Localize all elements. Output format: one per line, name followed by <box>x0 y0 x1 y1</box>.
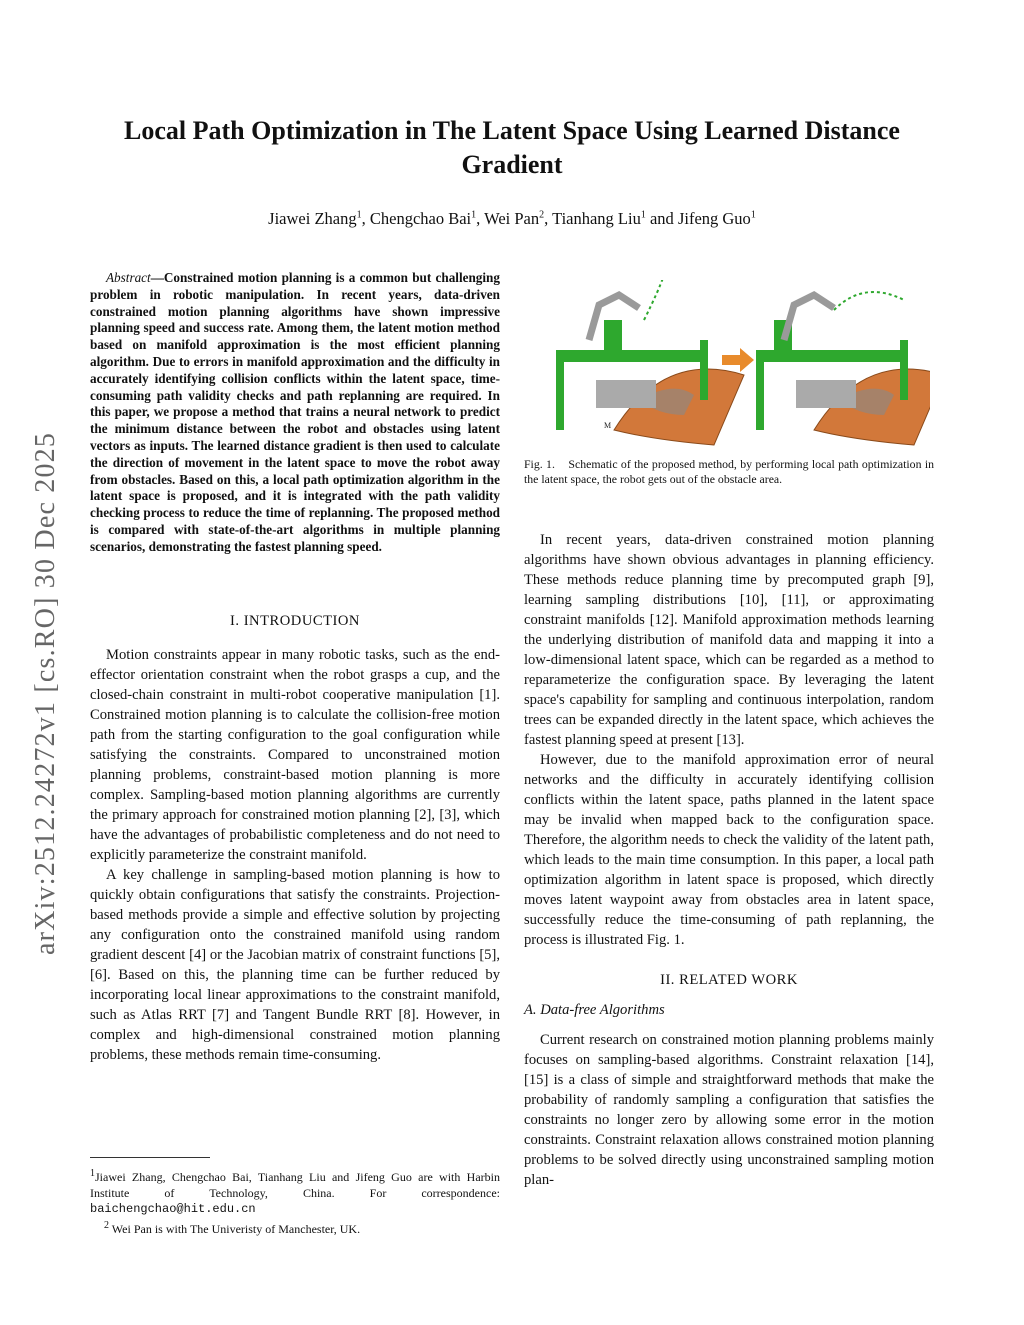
abstract: Abstract—Constrained motion planning is a common but challenging problem in robotic manipulation. In recent years, data-driven constrained motion planning algorithms have shown impressive planning speed and success rate. Among them, the latent motion method based on manifold approximation is the most efficient planning algorithm. Due to errors in manifold approximation and the difficulty in accurately identifying collision conflicts within the latent space, time-consuming path validity checks and path replanning are required. In this paper, we propose a method that trains a neural network to predict the minimum distance between the robot and obstacles using latent vectors as inputs. The learned distance gradient is then used to calculate the direction of movement in the latent space to move the robot away from obstacles. Based on this, a local path optimization algorithm in the latent space is proposed, and it is integrated with the path validity checking process to reduce the time of replanning. The proposed method is compared with state-of-the-art algorithms in multiple planning scenarios, demonstrating the fastest planning speed. <box>90 270 500 554</box>
right-scene <box>756 292 930 445</box>
table-leg <box>700 340 708 400</box>
introduction-section <box>90 611 500 1065</box>
subsection-heading-data-free: A. Data-free Algorithms <box>524 1002 665 1018</box>
table-leg <box>900 340 908 400</box>
abstract-text: Constrained motion planning is a common but challenging problem in robotic manipulation. In recent years, data-driven constrained motion planning algorithms have shown impressive planning speed and success rate. Among them, the latent motion method based on manifold approximation is the most efficient planning algorithm. Due to errors in manifold approximation and the difficulty in accurately identifying collision conflicts within the latent space, time-consuming path validity checks and path replanning are required. In this paper, we propose a method that trains a neural network to predict the minimum distance between the robot and obstacles using latent vectors as inputs. The learned distance gradient is then used to calculate the direction of movement in the latent space to move the robot away from obstacles. Based on this, a local path optimization algorithm in the latent space is proposed, and it is integrated with the path validity checking process to reduce the time of replanning. The proposed method is compared with state-of-the-art algorithms in multiple planning scenarios, demonstrating the fastest planning speed. <box>90 270 500 554</box>
table-leg <box>556 362 564 430</box>
right-column <box>524 530 934 1190</box>
section-heading-related-work: II. RELATED WORK <box>660 972 798 988</box>
footnote-2: Wei Pan is with The Univeristy of Manchester, UK. <box>111 1221 361 1236</box>
author-name: Jiawei Zhang <box>268 209 357 228</box>
footnote-1: Jiawei Zhang, Chengchao Bai, Tianhang Liu and Jifeng Guo are with Harbin Institute of Technology, China. For correspondence: <box>90 1170 500 1200</box>
optimized-path <box>834 292 904 310</box>
planned-path <box>644 280 664 320</box>
obstacle-box <box>604 320 622 352</box>
manifold-label: M <box>604 421 612 430</box>
section-heading-introduction: I. INTRODUCTION <box>230 613 360 629</box>
arxiv-identifier: arXiv:2512.24272v1 [cs.RO] 30 Dec 2025 <box>30 431 61 955</box>
author-name: Wei Pan <box>484 209 540 228</box>
author-name: Tianhang Liu <box>552 209 641 228</box>
footnotes: $^1$Jiawei Zhang, Chengchao Bai, Tianhang Liu and Jifeng Guo are with Harbin Institute of Technology, China. For correspondence: baichengchao@hit.edu.cn $^2$ Wei Pan is with The Univeristy of Manchester, UK. <box>90 1168 500 1236</box>
related-paragraph-1: Current research on constrained motion planning problems mainly focuses on sampling-based algorithms. Constraint relaxation [14], [15] is a class of simple and straightforward methods that make the probability of randomly sampling a configuration that satisfies the constraints no longer zero by allowing some error in the motion constraints. Constraint relaxation allows constrained motion planning problems to be solved directly using unconstrained sampling motion plan- <box>524 1032 934 1188</box>
right-paragraph-1: In recent years, data-driven constrained motion planning algorithms have shown obvious advantages in planning efficiency. These methods reduce planning time by precomputed graph [9], learning sampling distributions [10], [11], or approximating constraint manifolds [12]. Manifold approximation methods learning the underlying distribution of manifold data and mapping it into a low-dimensional latent space, which can be regarded as a method to reparameterize the configuration space. By leveraging the latent space's capability for sampling and continuous interpolation, random trees can be expanded directly in the latent space, which achieves the fastest planning speed at present [13]. <box>524 532 934 748</box>
figure-caption <box>524 457 934 487</box>
base-block <box>796 380 856 408</box>
intro-paragraph-2: A key challenge in sampling-based motion planning is how to quickly obtain configurations that satisfy the constraints. Projection-based methods provide a simple and effective solution by projecting any configuration onto the constrained manifold using random gradient descent [4] or the Jacobian matrix of constraint functions [5], [6]. Based on this, the planning time can be further reduced by incorporating local linear approximations to the constraint manifold, such as Atlas RRT [7] and Tangent Bundle RRT [8]. However, in complex and high-dimensional constrained motion planning problems, these methods remain time-consuming. <box>90 867 500 1063</box>
footnote-rule <box>90 1157 210 1158</box>
intro-paragraph-1: Motion constraints appear in many robotic tasks, such as the end-effector orientation constraint when the robot grasps a cup, and the closed-chain constraint in multi-robot cooperative manipulation [1]. Constrained motion planning is to calculate the collision-free motion path from the starting configuration to the goal configuration while satisfying the constraints. Compared to unconstrained motion planning problems, constraint-based motion planning is more complex. Sampling-based motion planning algorithms are currently the primary approach for constrained motion planning [2], [3], which have the advantages of probabilistic completeness and do not need to explicitly parameterize the constraint manifold. <box>90 647 500 863</box>
figure-1-schematic <box>544 280 930 450</box>
paper-title: Local Path Optimization in The Latent Space Using Learned Distance Gradient <box>124 116 900 179</box>
right-paragraph-2: However, due to the manifold approximation error of neural networks and the difficulty in accurately identifying collision conflicts within the latent space, paths planned in the latent space may be invalid when mapped back to the configuration space. Therefore, the algorithm needs to check the validity of the latent path, which leads to the main time consumption. In this paper, a local path optimization algorithm in latent space is proposed, which directly moves latent waypoint away from obstacles area in latent space, successfully reduce the time-consuming of path replanning, the process is illustrated Fig. 1. <box>524 752 934 948</box>
caption-text: Schematic of the proposed method, by performing local path optimization in the latent space, the robot gets out of the obstacle area. <box>524 457 935 487</box>
left-scene <box>556 280 744 445</box>
table-leg <box>756 362 764 430</box>
abstract-label: Abstract <box>106 270 151 285</box>
author-list: Jiawei Zhang$^1$, Chengchao Bai$^1$, Wei Pan$^2$, Tianhang Liu$^1$ and Jifeng Guo$^1$ <box>268 209 756 228</box>
author-name: Chengchao Bai <box>369 209 472 228</box>
arrow-icon <box>722 348 754 372</box>
table-top <box>556 350 706 362</box>
author-name: Jifeng Guo <box>677 209 751 228</box>
correspondence-email: baichengchao@hit.edu.cn <box>90 1202 256 1216</box>
caption-label: Fig. 1. <box>524 457 555 471</box>
base-block <box>596 380 656 408</box>
